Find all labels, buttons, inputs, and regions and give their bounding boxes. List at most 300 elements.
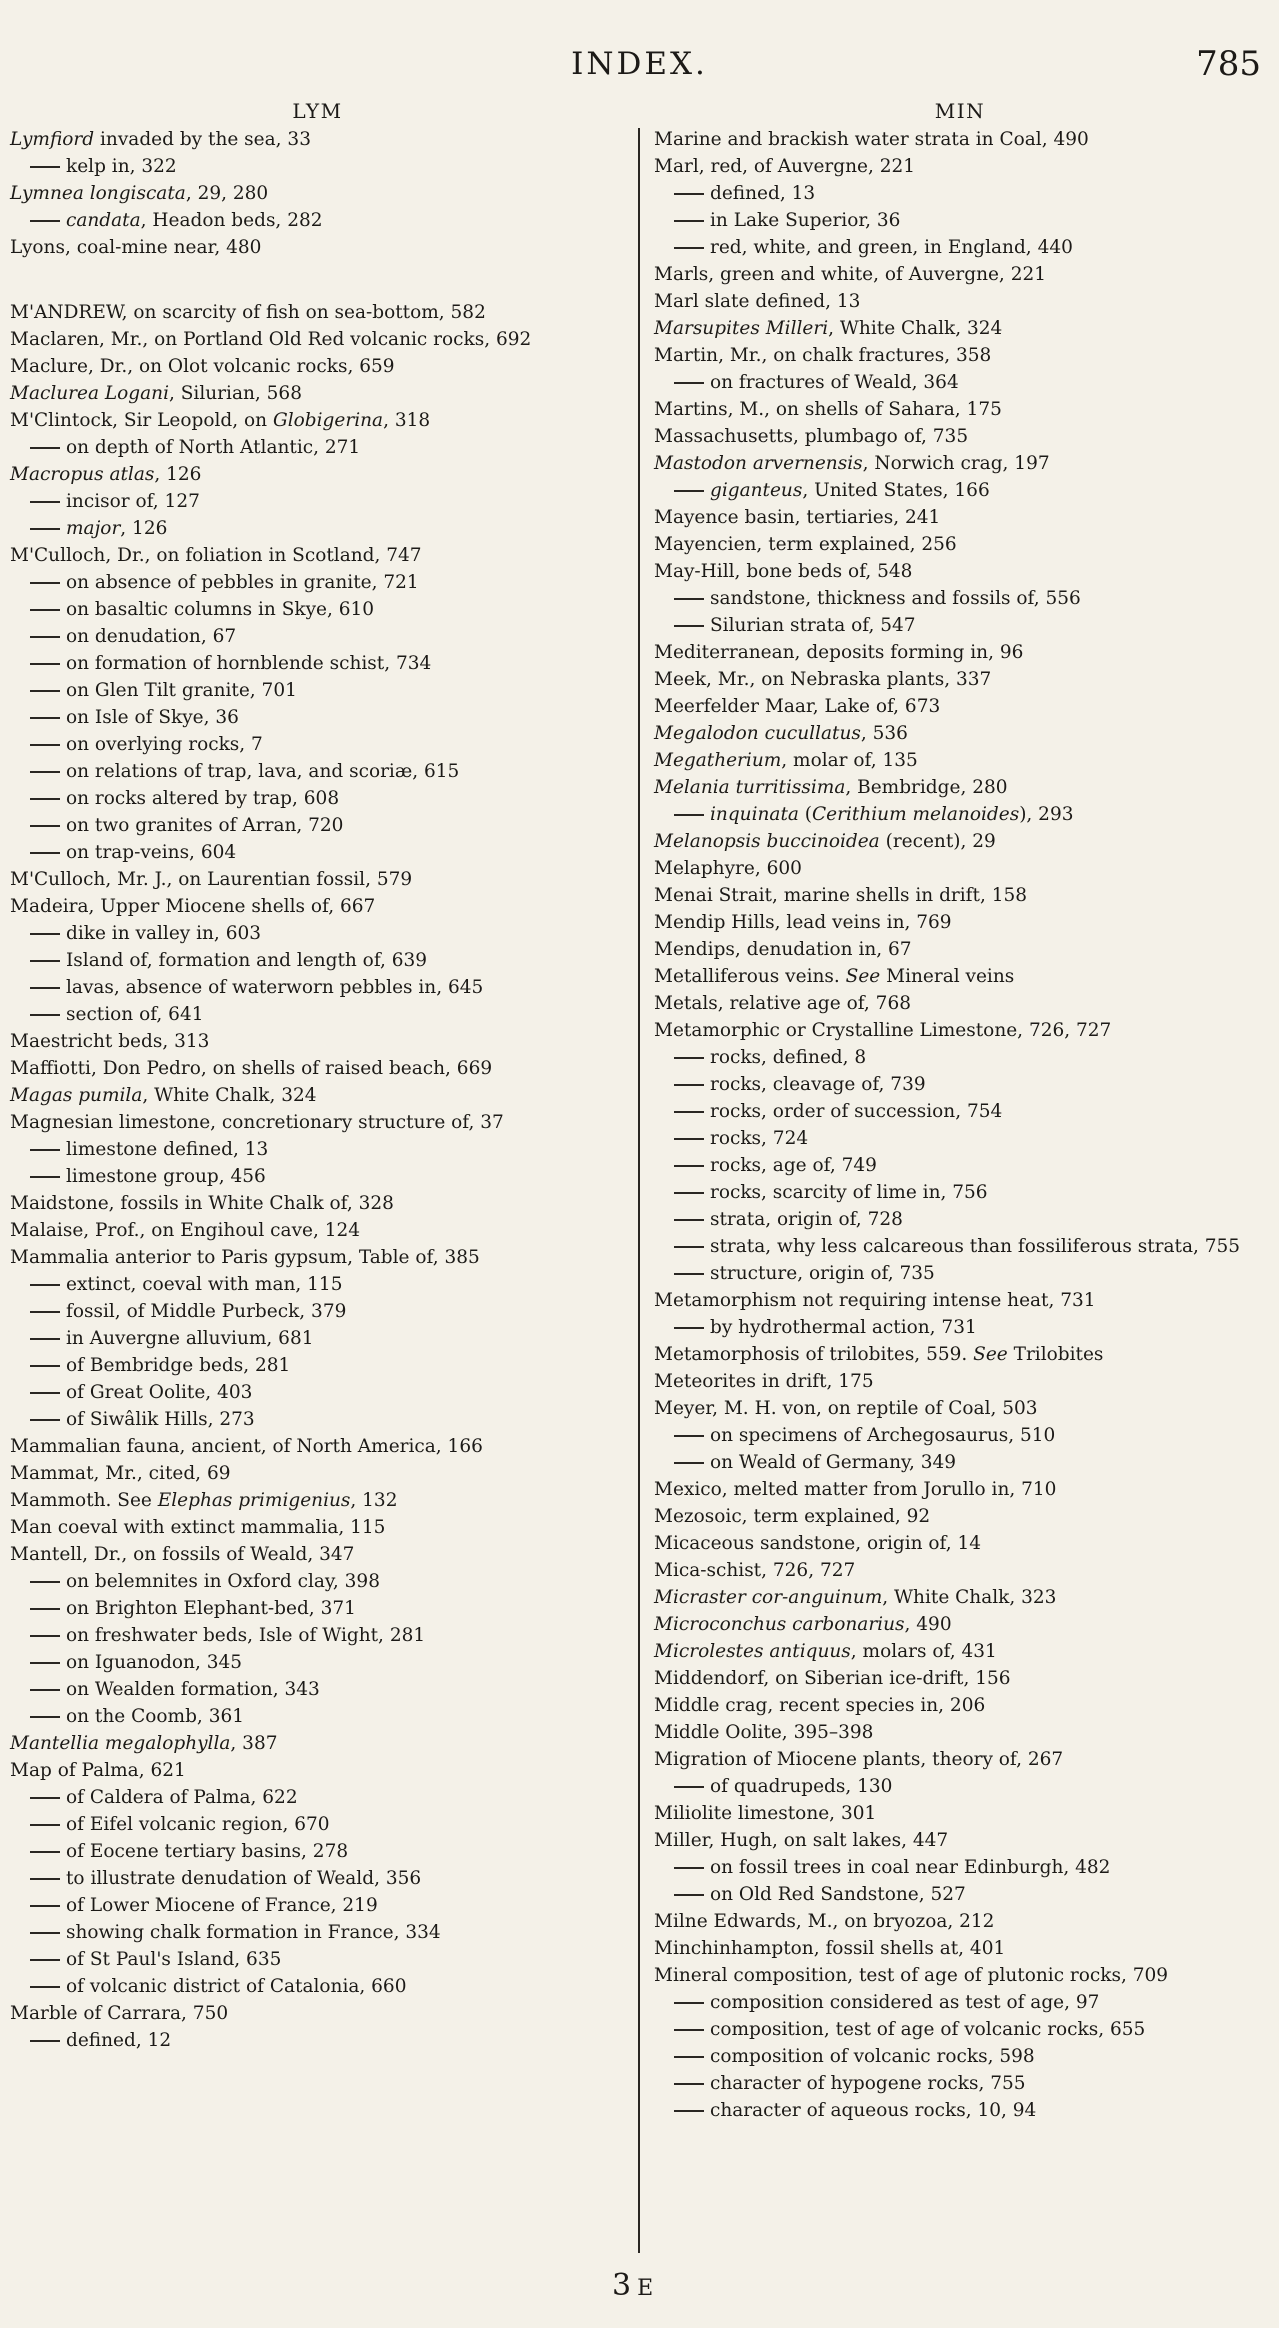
index-entry xyxy=(654,504,1266,531)
entry-text: on Weald of Germany, 349 xyxy=(710,1452,957,1473)
index-subentry xyxy=(10,1163,625,1190)
entry-italic-text: Magas pumila xyxy=(10,1085,143,1106)
entry-text: of Eocene tertiary basins, 278 xyxy=(66,1841,349,1862)
index-entry xyxy=(10,1541,625,1568)
index-entry xyxy=(654,288,1266,315)
index-subentry xyxy=(10,1892,625,1919)
entry-text: Maffiotti, Don Pedro, on shells of raised beach, 669 xyxy=(10,1058,493,1079)
index-subentry xyxy=(654,180,1266,207)
entry-italic-text: Melanopsis buccinoidea xyxy=(654,831,880,852)
entry-italic-text: Lymnea longiscata xyxy=(10,183,186,204)
entry-text: Middendorf, on Siberian ice-drift, 156 xyxy=(654,1668,1011,1689)
index-subentry xyxy=(654,1854,1266,1881)
index-subentry xyxy=(10,731,625,758)
index-subentry xyxy=(10,1406,625,1433)
entry-text: of Siwâlik Hills, 273 xyxy=(66,1409,255,1430)
ditto-dash xyxy=(674,1111,704,1113)
entry-text: Mineral veins xyxy=(880,966,1015,987)
entry-text: , 126 xyxy=(120,518,168,539)
entry-text: Marls, green and white, of Auvergne, 221 xyxy=(654,264,1047,285)
entry-text: , Bembridge, 280 xyxy=(845,777,1008,798)
ditto-dash xyxy=(30,1959,60,1961)
index-entry xyxy=(654,1665,1266,1692)
entry-text: Migration of Miocene plants, theory of, 267 xyxy=(654,1749,1064,1770)
index-entry xyxy=(654,1395,1266,1422)
index-subentry xyxy=(10,839,625,866)
entry-text: (recent), 29 xyxy=(879,831,996,852)
ditto-dash xyxy=(674,1246,704,1248)
entry-text: Mammoth. See xyxy=(10,1490,158,1511)
entry-text: strata, why less calcareous than fossiliferous strata, 755 xyxy=(710,1236,1241,1257)
entry-text: by hydrothermal action, 731 xyxy=(710,1317,977,1338)
entry-text: defined, 13 xyxy=(710,183,816,204)
index-entry xyxy=(654,990,1266,1017)
entry-text: on Glen Tilt granite, 701 xyxy=(66,680,297,701)
entry-text: Mineral composition, test of age of plutonic rocks, 709 xyxy=(654,1965,1169,1986)
entry-italic-text: inquinata xyxy=(710,804,799,825)
entry-text: on relations of trap, lava, and scoriæ, 615 xyxy=(66,761,460,782)
ditto-dash xyxy=(30,771,60,773)
entry-text: Metamorphic or Crystalline Limestone, 726, 727 xyxy=(654,1020,1112,1041)
ditto-dash xyxy=(674,1165,704,1167)
index-entry xyxy=(654,396,1266,423)
index-entry xyxy=(654,1557,1266,1584)
ditto-dash xyxy=(30,1608,60,1610)
ditto-dash xyxy=(674,2002,704,2004)
index-entry xyxy=(10,1460,625,1487)
entry-text: Marl slate defined, 13 xyxy=(654,291,861,312)
index-subentry xyxy=(10,974,625,1001)
index-subentry xyxy=(654,1773,1266,1800)
index-subentry xyxy=(10,812,625,839)
index-subentry xyxy=(10,596,625,623)
ditto-dash xyxy=(674,1327,704,1329)
entry-text: of Bembridge beds, 281 xyxy=(66,1355,291,1376)
entry-text: M'Clintock, Sir Leopold, on xyxy=(10,410,273,431)
signature-number: 3 xyxy=(612,2268,632,2303)
entry-text: of St Paul's Island, 635 xyxy=(66,1949,282,1970)
entry-text: Marble of Carrara, 750 xyxy=(10,2003,229,2024)
entry-text: Mica-schist, 726, 727 xyxy=(654,1560,856,1581)
entry-italic-text: Mantellia megalophylla xyxy=(10,1733,231,1754)
entry-text: fossil, of Middle Purbeck, 379 xyxy=(66,1301,347,1322)
index-entry xyxy=(654,1476,1266,1503)
entry-italic-text: Mastodon arvernensis xyxy=(654,453,863,474)
entry-text: Mediterranean, deposits forming in, 96 xyxy=(654,642,1024,663)
ditto-dash xyxy=(30,1905,60,1907)
entry-text: , Norwich crag, 197 xyxy=(862,453,1050,474)
index-subentry xyxy=(10,650,625,677)
ditto-dash xyxy=(30,1716,60,1718)
index-subentry xyxy=(654,369,1266,396)
entry-text: Maidstone, fossils in White Chalk of, 328 xyxy=(10,1193,394,1214)
index-subentry xyxy=(10,1379,625,1406)
entry-text: on denudation, 67 xyxy=(66,626,237,647)
entry-text: Metamorphism not requiring intense heat, 731 xyxy=(654,1290,1096,1311)
entry-text: Maclaren, Mr., on Portland Old Red volcanic rocks, 692 xyxy=(10,329,532,350)
entry-text: on formation of hornblende schist, 734 xyxy=(66,653,432,674)
entry-text: Milne Edwards, M., on bryozoa, 212 xyxy=(654,1911,995,1932)
entry-text: Metalliferous veins. xyxy=(654,966,846,987)
index-entry xyxy=(654,1935,1266,1962)
index-subentry xyxy=(10,1811,625,1838)
ditto-dash xyxy=(30,2040,60,2042)
index-subentry xyxy=(10,569,625,596)
index-subentry xyxy=(654,1449,1266,1476)
entry-text: Silurian strata of, 547 xyxy=(710,615,916,636)
entry-text: kelp in, 322 xyxy=(66,156,177,177)
ditto-dash xyxy=(30,933,60,935)
entry-text: Island of, formation and length of, 639 xyxy=(66,950,428,971)
entry-text: invaded by the sea, 33 xyxy=(94,129,311,150)
ditto-dash xyxy=(674,2110,704,2112)
ditto-dash xyxy=(674,814,704,816)
index-entry xyxy=(654,828,1266,855)
ditto-dash xyxy=(30,663,60,665)
entry-italic-text: Micraster cor-anguinum xyxy=(654,1587,883,1608)
column-divider xyxy=(638,128,640,2253)
entry-text: rocks, age of, 749 xyxy=(710,1155,877,1176)
entry-text: of Lower Miocene of France, 219 xyxy=(66,1895,378,1916)
entry-text: rocks, defined, 8 xyxy=(710,1047,867,1068)
ditto-dash xyxy=(30,1932,60,1934)
ditto-dash xyxy=(30,501,60,503)
ditto-dash xyxy=(674,1219,704,1221)
entry-text: Middle crag, recent species in, 206 xyxy=(654,1695,986,1716)
entry-italic-text: Megalodon cucullatus xyxy=(654,723,861,744)
index-entry xyxy=(654,1584,1266,1611)
index-entry xyxy=(654,315,1266,342)
entry-text: Magnesian limestone, concretionary structure of, 37 xyxy=(10,1112,504,1133)
index-entry xyxy=(654,1746,1266,1773)
page-title: INDEX. xyxy=(571,46,708,82)
entry-italic-text: Microconchus carbonarius xyxy=(654,1614,905,1635)
entry-text: in Auvergne alluvium, 681 xyxy=(66,1328,314,1349)
ditto-dash xyxy=(30,609,60,611)
index-entry xyxy=(10,234,625,261)
entry-text: dike in valley in, 603 xyxy=(66,923,262,944)
entry-text: rocks, scarcity of lime in, 756 xyxy=(710,1182,988,1203)
index-subentry xyxy=(10,1973,625,2000)
index-subentry xyxy=(654,1422,1266,1449)
entry-text: Marine and brackish water strata in Coal, 490 xyxy=(654,129,1089,150)
ditto-dash xyxy=(30,1392,60,1394)
index-subentry xyxy=(10,153,625,180)
entry-italic-text: Cerithium melanoides xyxy=(812,804,1020,825)
index-entry xyxy=(654,1908,1266,1935)
right-entries xyxy=(654,126,1266,2124)
index-entry xyxy=(10,893,625,920)
index-subentry xyxy=(10,1595,625,1622)
entry-text: Mammat, Mr., cited, 69 xyxy=(10,1463,231,1484)
index-entry xyxy=(10,353,625,380)
entry-text: on freshwater beds, Isle of Wight, 281 xyxy=(66,1625,426,1646)
ditto-dash xyxy=(30,1311,60,1313)
entry-italic-text: See xyxy=(973,1344,1008,1365)
entry-text: Mayence basin, tertiaries, 241 xyxy=(654,507,941,528)
entry-text: on absence of pebbles in granite, 721 xyxy=(66,572,419,593)
entry-text: section of, 641 xyxy=(66,1004,204,1025)
entry-text: , 126 xyxy=(154,464,202,485)
index-entry xyxy=(10,299,625,326)
entry-text: on the Coomb, 361 xyxy=(66,1706,244,1727)
entry-text: , 318 xyxy=(383,410,431,431)
entry-text: , Headon beds, 282 xyxy=(140,210,323,231)
entry-text: on depth of North Atlantic, 271 xyxy=(66,437,361,458)
index-subentry xyxy=(10,1325,625,1352)
index-subentry xyxy=(10,1784,625,1811)
entry-text: , 536 xyxy=(860,723,908,744)
index-entry xyxy=(654,261,1266,288)
entry-text: on specimens of Archegosaurus, 510 xyxy=(710,1425,1056,1446)
entry-text: Miller, Hugh, on salt lakes, 447 xyxy=(654,1830,949,1851)
entry-text: Mezosoic, term explained, 92 xyxy=(654,1506,931,1527)
index-subentry xyxy=(10,704,625,731)
entry-text: rocks, cleavage of, 739 xyxy=(710,1074,926,1095)
entry-text: M'ANDREW, on scarcity of fish on sea-bottom, 582 xyxy=(10,302,486,323)
entry-text: , White Chalk, 324 xyxy=(142,1085,317,1106)
index-entry xyxy=(654,1827,1266,1854)
ditto-dash xyxy=(674,1894,704,1896)
index-entry xyxy=(10,326,625,353)
index-entry xyxy=(10,1055,625,1082)
index-entry xyxy=(654,1503,1266,1530)
entry-italic-text: major xyxy=(66,518,121,539)
ditto-dash xyxy=(674,598,704,600)
index-entry xyxy=(654,423,1266,450)
entry-text: on two granites of Arran, 720 xyxy=(66,815,344,836)
entry-text: Meyer, M. H. von, on reptile of Coal, 503 xyxy=(654,1398,1038,1419)
entry-italic-text: Microlestes antiquus xyxy=(654,1641,851,1662)
index-entry xyxy=(10,1028,625,1055)
entry-text: Mammalian fauna, ancient, of North America, 166 xyxy=(10,1436,483,1457)
entry-text: of Great Oolite, 403 xyxy=(66,1382,253,1403)
ditto-dash xyxy=(674,1138,704,1140)
index-entry xyxy=(10,1217,625,1244)
entry-text: Mantell, Dr., on fossils of Weald, 347 xyxy=(10,1544,355,1565)
entry-text: incisor of, 127 xyxy=(66,491,200,512)
entry-text: M'Culloch, Dr., on foliation in Scotland, 747 xyxy=(10,545,422,566)
index-entry xyxy=(654,936,1266,963)
index-subentry xyxy=(654,1071,1266,1098)
column-head-right: MIN xyxy=(934,99,986,123)
index-subentry xyxy=(10,623,625,650)
index-subentry xyxy=(10,1703,625,1730)
entry-text: Lyons, coal-mine near, 480 xyxy=(10,237,262,258)
entry-text: extinct, coeval with man, 115 xyxy=(66,1274,343,1295)
index-entry xyxy=(654,1530,1266,1557)
entry-text: limestone defined, 13 xyxy=(66,1139,269,1160)
index-entry xyxy=(10,1190,625,1217)
entry-text: May-Hill, bone beds of, 548 xyxy=(654,561,913,582)
entry-text: of volcanic district of Catalonia, 660 xyxy=(66,1976,407,1997)
ditto-dash xyxy=(30,825,60,827)
entry-text: on trap-veins, 604 xyxy=(66,842,237,863)
ditto-dash xyxy=(30,528,60,530)
index-entry xyxy=(654,558,1266,585)
entry-text: , molars of, 431 xyxy=(850,1641,997,1662)
entry-text: , United States, 166 xyxy=(802,480,990,501)
index-subentry xyxy=(10,1622,625,1649)
index-entry xyxy=(654,450,1266,477)
ditto-dash xyxy=(674,1057,704,1059)
index-entry xyxy=(654,1638,1266,1665)
index-entry xyxy=(654,342,1266,369)
entry-text: , 132 xyxy=(350,1490,398,1511)
index-subentry xyxy=(654,2016,1266,2043)
index-subentry xyxy=(654,1179,1266,1206)
index-subentry xyxy=(10,1568,625,1595)
entry-text: Mendips, denudation in, 67 xyxy=(654,939,912,960)
ditto-dash xyxy=(30,1419,60,1421)
index-subentry xyxy=(10,1865,625,1892)
index-subentry xyxy=(10,1919,625,1946)
entry-text: Malaise, Prof., on Engihoul cave, 124 xyxy=(10,1220,361,1241)
ditto-dash xyxy=(674,2083,704,2085)
entry-text: Mayencien, term explained, 256 xyxy=(654,534,957,555)
left-entries xyxy=(10,126,625,2054)
ditto-dash xyxy=(674,1786,704,1788)
ditto-dash xyxy=(30,960,60,962)
entry-text: Mendip Hills, lead veins in, 769 xyxy=(654,912,952,933)
entry-text: on fractures of Weald, 364 xyxy=(710,372,959,393)
index-subentry xyxy=(10,947,625,974)
entry-text: , 29, 280 xyxy=(185,183,269,204)
entry-text: Martins, M., on shells of Sahara, 175 xyxy=(654,399,1002,420)
index-subentry xyxy=(10,758,625,785)
entry-text: Martin, Mr., on chalk fractures, 358 xyxy=(654,345,992,366)
index-subentry xyxy=(654,207,1266,234)
ditto-dash xyxy=(674,247,704,249)
index-entry xyxy=(10,542,625,569)
index-subentry xyxy=(10,677,625,704)
index-entry xyxy=(654,1611,1266,1638)
section-gap xyxy=(10,261,625,299)
entry-text: , molar of, 135 xyxy=(781,750,918,771)
entry-text: to illustrate denudation of Weald, 356 xyxy=(66,1868,422,1889)
index-subentry xyxy=(10,1136,625,1163)
entry-text: rocks, 724 xyxy=(710,1128,809,1149)
index-subentry xyxy=(654,585,1266,612)
index-entry xyxy=(654,1017,1266,1044)
entry-text: on Old Red Sandstone, 527 xyxy=(710,1884,966,1905)
index-entry xyxy=(654,747,1266,774)
index-entry xyxy=(654,909,1266,936)
column-head-left: LYM xyxy=(292,99,343,123)
left-column xyxy=(10,96,625,2054)
entry-text: composition considered as test of age, 97 xyxy=(710,1992,1100,2013)
index-subentry xyxy=(10,1838,625,1865)
index-subentry xyxy=(654,801,1266,828)
entry-text: Middle Oolite, 395–398 xyxy=(654,1722,874,1743)
ditto-dash xyxy=(30,1365,60,1367)
index-entry xyxy=(654,153,1266,180)
entry-text: composition, test of age of volcanic rocks, 655 xyxy=(710,2019,1146,2040)
entry-text: Meteorites in drift, 175 xyxy=(654,1371,874,1392)
entry-text: on Brighton Elephant-bed, 371 xyxy=(66,1598,356,1619)
index-entry xyxy=(654,882,1266,909)
entry-text: , White Chalk, 323 xyxy=(882,1587,1057,1608)
index-subentry xyxy=(10,2027,625,2054)
index-entry xyxy=(10,461,625,488)
entry-text: of Caldera of Palma, 622 xyxy=(66,1787,298,1808)
entry-text: Map of Palma, 621 xyxy=(10,1760,186,1781)
ditto-dash xyxy=(30,1581,60,1583)
index-subentry xyxy=(10,1298,625,1325)
entry-text: Metals, relative age of, 768 xyxy=(654,993,911,1014)
ditto-dash xyxy=(30,1338,60,1340)
entry-italic-text: Macropus atlas xyxy=(10,464,155,485)
index-entry xyxy=(10,1730,625,1757)
entry-text: character of aqueous rocks, 10, 94 xyxy=(710,2100,1037,2121)
index-subentry xyxy=(654,1260,1266,1287)
ditto-dash xyxy=(674,1435,704,1437)
entry-italic-text: candata xyxy=(66,210,141,231)
entry-italic-text: Maclurea Logani xyxy=(10,383,169,404)
ditto-dash xyxy=(30,852,60,854)
index-subentry xyxy=(10,488,625,515)
entry-text: Man coeval with extinct mammalia, 115 xyxy=(10,1517,386,1538)
ditto-dash xyxy=(30,166,60,168)
entry-text: composition of volcanic rocks, 598 xyxy=(710,2046,1035,2067)
index-subentry xyxy=(654,1989,1266,2016)
index-entry xyxy=(654,693,1266,720)
index-entry xyxy=(654,666,1266,693)
ditto-dash xyxy=(674,2056,704,2058)
index-entry xyxy=(654,1368,1266,1395)
ditto-dash xyxy=(30,1662,60,1664)
entry-text: Massachusetts, plumbago of, 735 xyxy=(654,426,969,447)
entry-text: on belemnites in Oxford clay, 398 xyxy=(66,1571,380,1592)
ditto-dash xyxy=(30,744,60,746)
entry-text: Maclure, Dr., on Olot volcanic rocks, 659 xyxy=(10,356,395,377)
entry-text: Miliolite limestone, 301 xyxy=(654,1803,877,1824)
index-subentry xyxy=(10,434,625,461)
index-subentry xyxy=(654,1125,1266,1152)
entry-text: strata, origin of, 728 xyxy=(710,1209,903,1230)
index-subentry xyxy=(10,1946,625,1973)
ditto-dash xyxy=(30,636,60,638)
index-subentry xyxy=(654,1044,1266,1071)
entry-text: of Eifel volcanic region, 670 xyxy=(66,1814,330,1835)
entry-text: Metamorphosis of trilobites, 559. xyxy=(654,1344,974,1365)
index-entry xyxy=(10,1109,625,1136)
right-column xyxy=(654,96,1266,2124)
ditto-dash xyxy=(30,1824,60,1826)
index-entry xyxy=(654,126,1266,153)
ditto-dash xyxy=(30,1014,60,1016)
entry-text: Melaphyre, 600 xyxy=(654,858,802,879)
entry-italic-text: Globigerina xyxy=(272,410,384,431)
entry-italic-text: Megatherium xyxy=(654,750,782,771)
entry-text: Maestricht beds, 313 xyxy=(10,1031,210,1052)
ditto-dash xyxy=(30,1851,60,1853)
index-subentry xyxy=(10,1676,625,1703)
entry-text: Marl, red, of Auvergne, 221 xyxy=(654,156,916,177)
index-subentry xyxy=(654,2097,1266,2124)
ditto-dash xyxy=(30,1635,60,1637)
entry-text: rocks, order of succession, 754 xyxy=(710,1101,1003,1122)
entry-text: on rocks altered by trap, 608 xyxy=(66,788,340,809)
index-subentry xyxy=(10,515,625,542)
index-entry xyxy=(654,639,1266,666)
ditto-dash xyxy=(674,193,704,195)
page-number: 785 xyxy=(1196,44,1261,84)
index-entry xyxy=(10,180,625,207)
index-entry xyxy=(10,1244,625,1271)
index-subentry xyxy=(654,1206,1266,1233)
index-subentry xyxy=(654,1233,1266,1260)
